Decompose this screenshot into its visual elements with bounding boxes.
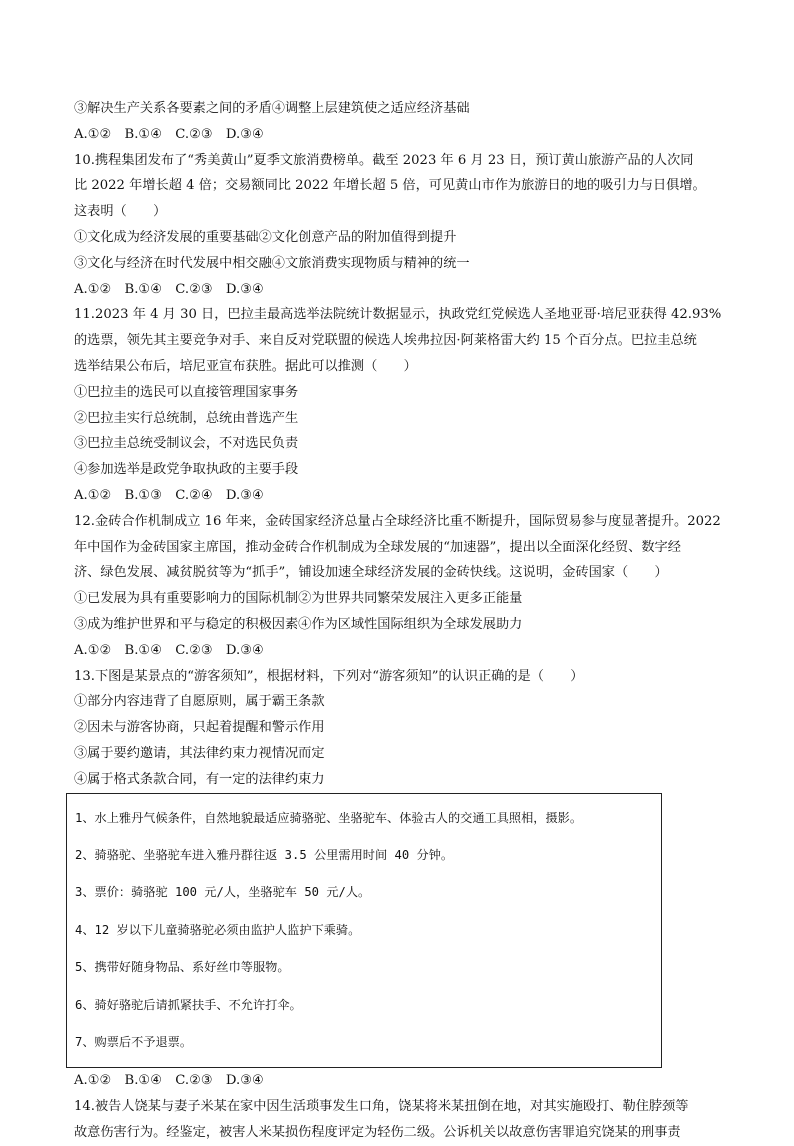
text-line: 13.下图是某景点的“游客须知”，根据材料，下列对“游客须知”的认识正确的是（ ） [74,668,584,684]
text-line: 11.2023 年 4 月 30 日，巴拉圭最高选举法院统计数据显示，执政党红党候选人圣地亚哥·培尼亚获得 42.93% [74,307,722,323]
text-line: 选举结果公布后，培尼亚宣布获胜。据此可以推测（ ） [74,358,417,374]
text-line: ②巴拉圭实行总统制，总统由普选产生 [74,410,299,426]
text-line: A.①② B.①③ C.②④ D.③④ [74,487,264,503]
question-text-block [74,96,720,793]
notice-item: 1、水上雅丹气候条件，自然地貌最适应骑骆驼、坐骆驼车、体验古人的交通工具照相，摄影。 [75,810,583,825]
text-line: A.①② B.①④ C.②③ D.③④ [74,126,264,142]
notice-item: 7、购票后不予退票。 [75,1035,193,1050]
notice-item: 4、12 岁以下儿童骑骆驼必须由监护人监护下乘骑。 [75,922,361,937]
text-line: ①已发展为具有重要影响力的国际机制②为世界共同繁荣发展注入更多正能量 [74,591,523,607]
text-line: ②因未与游客协商，只起着提醒和警示作用 [74,720,325,736]
notice-item: 2、骑骆驼、坐骆驼车进入雅丹群往返 3.5 公里需用时间 40 分钟。 [75,848,454,863]
text-line: ①文化成为经济发展的重要基础②文化创意产品的附加值得到提升 [74,229,457,245]
text-line: 12.金砖合作机制成立 16 年来，金砖国家经济总量占全球经济比重不断提升，国际贸易参与度显著提升。2022 [74,513,721,529]
text-line: A.①② B.①④ C.②③ D.③④ [74,1073,264,1089]
text-line: 这表明（ ） [74,204,167,220]
text-line: 的选票，领先其主要竞争对手、来自反对党联盟的候选人埃弗拉因·阿莱格雷大约 15 个百分点。巴拉圭总统 [74,333,697,349]
text-line: ④属于格式条款合同，有一定的法律约束力 [74,771,325,787]
text-line: ③成为维护世界和平与稳定的积极因素④作为区域性国际组织为全球发展助力 [74,616,523,632]
text-line: A.①② B.①④ C.②③ D.③④ [74,642,264,658]
text-line: ④参加选举是政党争取执政的主要手段 [74,462,299,478]
text-line: 比 2022 年增长超 4 倍；交易额同比 2022 年增长超 5 倍，可见黄山市作为旅游日的地的吸引力与日俱增。 [74,178,706,194]
text-line: 济、绿色发展、减贫脱贫等为“抓手”，铺设加速全球经济发展的金砖快线。这说明，金砖国家（ ） [74,565,668,581]
text-line: ③解决生产关系各要素之间的矛盾④调整上层建筑使之适应经济基础 [74,101,470,116]
notice-item: 3、票价：骑骆驼 100 元/人，坐骆驼车 50 元/人。 [75,885,371,900]
visitor-notice-box [66,793,662,1069]
notice-item: 5、携带好随身物品、系好丝巾等服物。 [75,960,290,975]
question-text-block-continued [74,1068,720,1145]
text-line: ③文化与经济在时代发展中相交融④文旅消费实现物质与精神的统一 [74,255,470,271]
text-line: 14.被告人饶某与妻子米某在家中因生活琐事发生口角，饶某将米某扭倒在地，对其实施殴打、勒住脖颈等 [74,1099,689,1115]
text-line: ①部分内容违背了自愿原则，属于霸王条款 [74,694,325,710]
text-line: 故意伤害行为。经鉴定，被害人米某损伤程度评定为轻伤二级。公诉机关以故意伤害罪追究饶某的刑事责 [74,1125,681,1141]
text-line: A.①② B.①④ C.②③ D.③④ [74,281,264,297]
text-line: 10.携程集团发布了“秀美黄山”夏季文旅消费榜单。截至 2023 年 6 月 23 日，预订黄山旅游产品的人次同 [74,152,694,168]
text-line: ③巴拉圭总统受制议会，不对选民负责 [74,436,299,452]
notice-item: 6、骑好骆驼后请抓紧扶手、不允许打伞。 [75,997,302,1012]
text-line: ①巴拉圭的选民可以直接管理国家事务 [74,384,299,400]
text-line: 年中国作为金砖国家主席国，推动金砖合作机制成为全球发展的“加速器”，提出以全面深化经贸、数字经 [74,539,681,555]
exam-page [74,96,720,1146]
text-line: ③属于要约邀请，其法律约束力视情况而定 [74,745,325,761]
